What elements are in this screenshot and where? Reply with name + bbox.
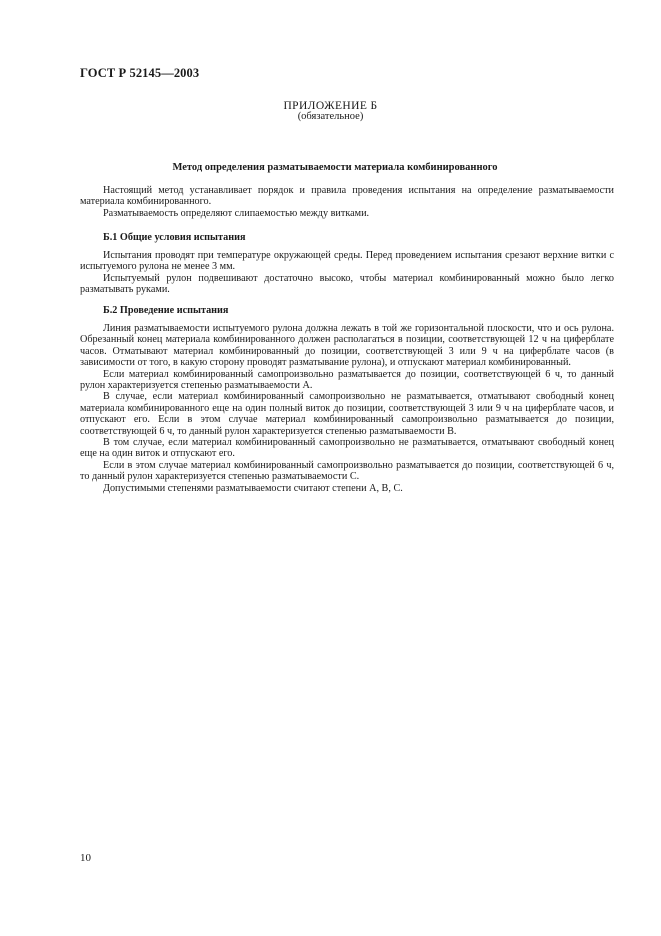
appendix-subtitle: (обязательное)	[297, 111, 364, 122]
section-b1-block	[80, 250, 614, 296]
section-b2-paragraph: Если в этом случае материал комбинированный самопроизвольно разматывается до позиции, соответствующей 6 ч, то данный рулон характеризуется степенью разматываемости С.	[80, 459, 614, 483]
section-b2-paragraph: В случае, если материал комбинированный самопроизвольно не разматывается, отматывают свободный конец материала комбинированного еще на один полный виток до позиции, соответствующей 3 или 9 ч на циферблате часов, и отпускают его. Если в этом случае материал комбинированный самопроизвольно разматывается до позиции, соответствующей 6 ч, то данный рулон характеризуется степенью разматываемости В.	[80, 391, 614, 437]
method-title: Метод определения разматываемости материала комбинированного	[172, 162, 498, 173]
intro-paragraph: Настоящий метод устанавливает порядок и правила проведения испытания на определение разматываемости материала комбинированного.	[80, 185, 614, 208]
document-id: ГОСТ Р 52145—2003	[80, 66, 200, 80]
section-b2-paragraph: Если материал комбинированный самопроизвольно разматывается до позиции, соответствующей 6 ч, то данный рулон характеризуется степенью разматываемости А.	[80, 368, 614, 392]
section-b1-paragraph: Испытуемый рулон подвешивают достаточно высоко, чтобы материал комбинированный можно было легко разматывать руками.	[80, 272, 614, 296]
section-heading-b2: Б.2 Проведение испытания	[103, 305, 229, 316]
intro-paragraph: Разматываемость определяют слипаемостью между витками.	[103, 207, 370, 219]
page-number: 10	[80, 852, 91, 864]
section-b2-block	[80, 323, 614, 494]
section-b2-paragraph: Допустимыми степенями разматываемости считают степени А, В, С.	[103, 482, 403, 494]
section-heading-b1: Б.1 Общие условия испытания	[103, 232, 246, 243]
appendix-title: ПРИЛОЖЕНИЕ Б	[283, 100, 378, 112]
section-b2-paragraph: В том случае, если материал комбинированный самопроизвольно не разматывается, отматывают свободный конец еще на один виток и отпускают его.	[80, 437, 614, 460]
section-b1-paragraph: Испытания проводят при температуре окружающей среды. Перед проведением испытания срезают верхние витки с испытуемого рулона не менее 3 мм.	[80, 250, 614, 273]
section-b2-paragraph: Линия разматываемости испытуемого рулона должна лежать в той же горизонтальной плоскости, что и ось рулона. Обрезанный конец материала комбинированного должен располагаться в позиции, соответствующей 12 ч на циферблате часов. Отматывают материал комбинированный до позиции, соответствующей 3 или 9 ч на циферблате часов (в зависимости от того, в какую сторону проводят разматывание рулона), и отпускают материал комбинированный.	[80, 323, 614, 369]
intro-block	[80, 185, 614, 219]
